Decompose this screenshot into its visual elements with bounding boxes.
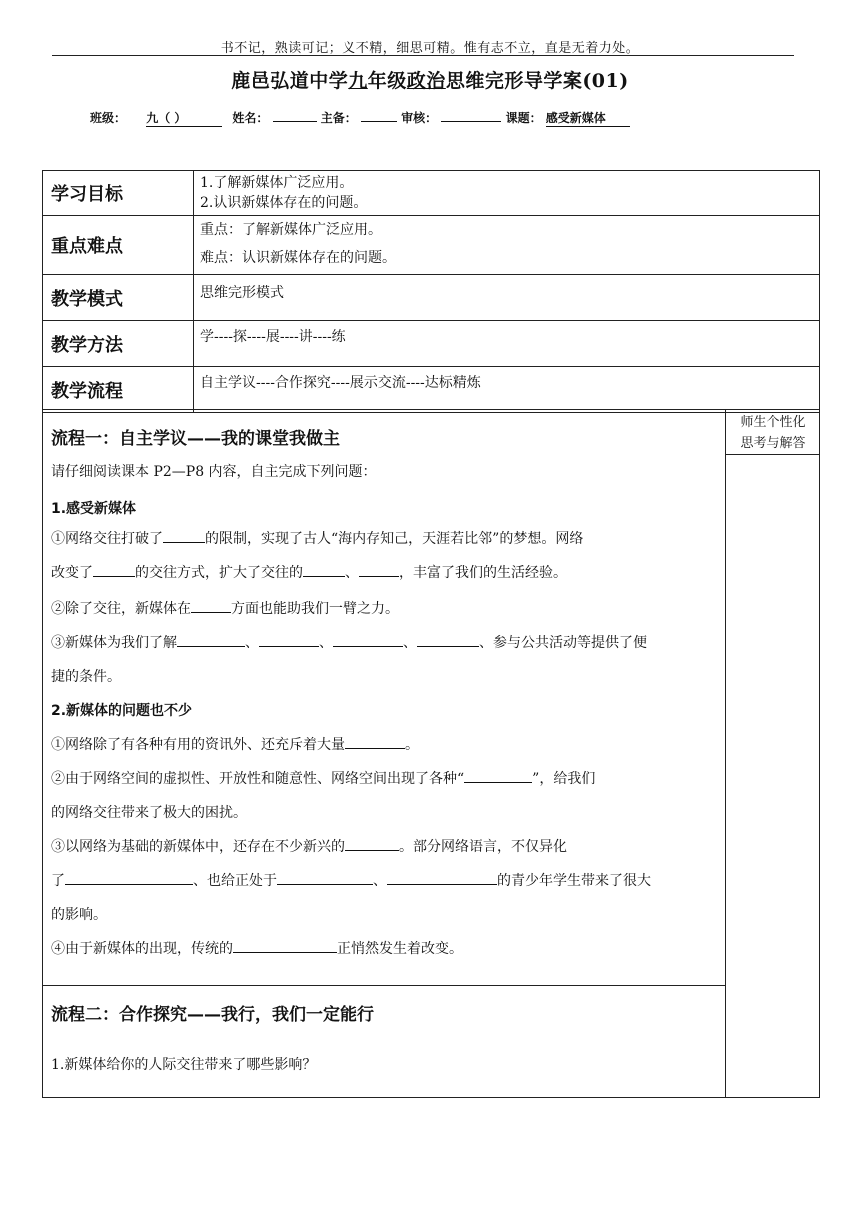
side-notes-header xyxy=(726,410,820,455)
q-text: 方面也能助我们一臂之力。 xyxy=(231,601,399,617)
question-2 xyxy=(51,592,719,626)
answer-blank[interactable] xyxy=(345,734,405,749)
answer-blank[interactable] xyxy=(303,562,345,577)
q-text: 的网络交往带来了极大的困扰。 xyxy=(51,805,247,821)
row-value: 自主学议----合作探究----展示交流----达标精炼 xyxy=(194,367,820,413)
prepare-blank[interactable] xyxy=(361,109,397,122)
answer-blank[interactable] xyxy=(417,632,479,647)
title-part: 鹿邑弘道中学 xyxy=(231,70,349,92)
answer-blank[interactable] xyxy=(345,836,399,851)
flow2-question-1: 1.新媒体给你的人际交往带来了哪些影响？ xyxy=(51,1057,317,1073)
page-title xyxy=(0,66,860,93)
answer-blank[interactable] xyxy=(277,870,373,885)
question-4 xyxy=(51,728,719,762)
q-text: ①网络除了有各种有用的资讯外、还充斥着大量 xyxy=(51,737,345,753)
section-title: 1.感受新媒体 xyxy=(51,501,137,517)
side-line: 师生个性化 xyxy=(740,415,806,430)
q-text: ①网络交往打破了 xyxy=(51,531,163,547)
question-1 xyxy=(51,522,719,590)
q-text: 、也给正处于 xyxy=(193,873,277,889)
name-blank[interactable] xyxy=(273,109,317,122)
q-text: 、 xyxy=(345,565,359,581)
q-text: ，丰富了我们的生活经验。 xyxy=(399,565,567,581)
flow-divider xyxy=(43,985,725,986)
flow1-heading: 流程一：自主学议——我的课堂我做主 xyxy=(51,429,340,449)
answer-blank[interactable] xyxy=(233,938,337,953)
q-text: ”，给我们 xyxy=(532,771,596,787)
column-divider xyxy=(725,410,726,1097)
row-line: 重点：了解新媒体广泛应用。 xyxy=(200,222,382,238)
answer-blank[interactable] xyxy=(333,632,403,647)
q-text: 、参与公共活动等提供了便 xyxy=(479,635,647,651)
title-part: 年级 xyxy=(367,70,407,92)
motto-rule xyxy=(52,55,794,56)
review-label: 审核： xyxy=(401,111,438,125)
side-line: 思考与解答 xyxy=(740,436,806,451)
row-line: 难点：认识新媒体存在的问题。 xyxy=(200,250,396,266)
title-grade: 九 xyxy=(348,70,368,92)
answer-blank[interactable] xyxy=(191,598,231,613)
q-text: 、 xyxy=(373,873,387,889)
answer-blank[interactable] xyxy=(93,562,135,577)
q-text: 的影响。 xyxy=(51,907,107,923)
row-label: 重点难点 xyxy=(43,216,194,275)
answer-blank[interactable] xyxy=(163,528,205,543)
q-text: 。 xyxy=(405,737,419,753)
row-value xyxy=(194,216,820,275)
row-label: 学习目标 xyxy=(43,171,194,216)
q-text: 了 xyxy=(51,873,65,889)
answer-blank[interactable] xyxy=(387,870,497,885)
answer-blank[interactable] xyxy=(259,632,319,647)
motto: 书不记，熟读可记；义不精，细思可精。惟有志不立，直是无着力处。 xyxy=(220,41,640,56)
question-5 xyxy=(51,762,719,830)
q-sep: 、 xyxy=(403,635,417,651)
table-row xyxy=(43,275,820,321)
meta-line xyxy=(90,109,630,127)
answer-blank[interactable] xyxy=(464,768,532,783)
q-text: 改变了 xyxy=(51,565,93,581)
q-text: ④由于新媒体的出现，传统的 xyxy=(51,941,233,957)
prepare-label: 主备： xyxy=(320,111,357,125)
q-text: 。部分网络语言，不仅异化 xyxy=(399,839,567,855)
topic-label: 课题： xyxy=(505,111,542,125)
answer-blank[interactable] xyxy=(65,870,193,885)
title-subject: 政治 xyxy=(406,70,446,92)
row-label: 教学方法 xyxy=(43,321,194,367)
row-value: 思维完形模式 xyxy=(194,275,820,321)
q-text: ③以网络为基础的新媒体中，还存在不少新兴的 xyxy=(51,839,345,855)
q-text: 的限制，实现了古人“海内存知己，天涯若比邻”的梦想。网络 xyxy=(205,531,584,547)
title-part: 思维完形导学案(01) xyxy=(445,70,629,92)
row-value xyxy=(194,171,820,216)
flow2-heading: 流程二：合作探究——我行，我们一定能行 xyxy=(51,1005,374,1025)
flow-section xyxy=(42,409,820,1098)
question-7 xyxy=(51,932,719,966)
table-row xyxy=(43,171,820,216)
class-value: 九（ ） xyxy=(146,109,222,127)
row-line: 2.认识新媒体存在的问题。 xyxy=(200,195,368,211)
info-table xyxy=(42,170,820,413)
answer-blank[interactable] xyxy=(359,562,399,577)
q-text: 的青少年学生带来了很大 xyxy=(497,873,651,889)
table-row xyxy=(43,321,820,367)
answer-blank[interactable] xyxy=(177,632,245,647)
q-text: ③新媒体为我们了解 xyxy=(51,635,177,651)
table-row xyxy=(43,216,820,275)
row-label: 教学流程 xyxy=(43,367,194,413)
q-text: ②由于网络空间的虚拟性、开放性和随意性、网络空间出现了各种“ xyxy=(51,771,465,787)
section-title: 2.新媒体的问题也不少 xyxy=(51,703,193,719)
question-6 xyxy=(51,830,719,932)
row-line: 1.了解新媒体广泛应用。 xyxy=(200,175,354,191)
q-text: 的交往方式，扩大了交往的 xyxy=(135,565,303,581)
class-label: 班级： xyxy=(90,111,127,125)
q-text: 正悄然发生着改变。 xyxy=(337,941,463,957)
name-label: 姓名： xyxy=(232,111,269,125)
review-blank[interactable] xyxy=(441,109,501,122)
row-value: 学----探----展----讲----练 xyxy=(194,321,820,367)
q-sep: 、 xyxy=(245,635,259,651)
q-text: ②除了交往，新媒体在 xyxy=(51,601,191,617)
table-row xyxy=(43,367,820,413)
flow1-intro: 请仔细阅读课本 P2—P8 内容，自主完成下列问题： xyxy=(51,464,377,480)
q-sep: 、 xyxy=(319,635,333,651)
question-3 xyxy=(51,626,719,694)
row-label: 教学模式 xyxy=(43,275,194,321)
topic-value: 感受新媒体 xyxy=(546,109,630,127)
q-text: 捷的条件。 xyxy=(51,669,121,685)
